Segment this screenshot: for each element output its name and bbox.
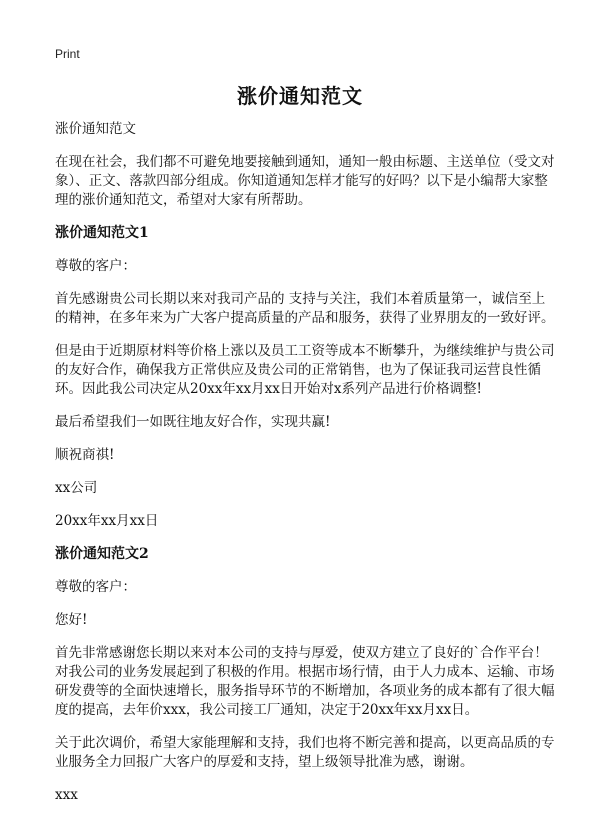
salutation-1: 尊敬的客户： [55, 258, 136, 274]
date-signature: 20xx年xx月xx日 [55, 513, 159, 529]
article-subtitle: 涨价通知范文 [55, 121, 136, 137]
section-heading-2: 涨价通知范文2 [55, 546, 149, 562]
print-link[interactable]: Print [55, 47, 80, 61]
section1-paragraph-2: 但是由于近期原材料等价格上涨以及员工工资等成本不断攀升，为继续维护与贵公司的友好合作，确保我方正常供应及贵公司的正常销售，也为了保证我司运营良性循环。因此我公司决定从20xx年xx月xx日开始对x系列产品进行价格调整! [55, 343, 555, 397]
salutation-2: 尊敬的客户： [55, 579, 136, 595]
section2-paragraph-1: 首先非常感谢您长期以来对本公司的支持与厚爱，使双方建立了良好的`合作平台！对我公司的业务发展起到了积极的作用。根据市场行情，由于人力成本、运输、市场研发费等的全面快速增长，服务指导环节的不断增加，各项业务的成本都有了很大幅度的提高，去年价xxx，我公司接工厂通知，决定于20xx年xx月xx日。 [55, 645, 555, 718]
company-signature: xx公司 [55, 480, 98, 496]
greeting-2: 您好! [55, 612, 88, 628]
article-body [55, 120, 555, 819]
section2-paragraph-2: 关于此次调价，希望大家能理解和支持，我们也将不断完善和提高，以更高品质的专业服务全力回报广大客户的厚爱和支持，望上级领导批准为感，谢谢。 [55, 735, 555, 770]
section1-paragraph-3: 最后希望我们一如既往地友好合作，实现共赢! [55, 414, 331, 430]
signature-2: xxx [55, 787, 78, 803]
closing-1: 顺祝商祺! [55, 447, 115, 463]
section1-paragraph-1: 首先感谢贵公司长期以来对我司产品的 支持与关注，我们本着质量第一，诚信至上的精神，在多年来为广大客户提高质量的产品和服务，获得了业界朋友的一致好评。 [55, 291, 555, 326]
section-heading-1: 涨价通知范文1 [55, 225, 149, 241]
page-title: 涨价通知范文 [237, 84, 363, 108]
intro-paragraph: 在现在社会，我们都不可避免地要接触到通知，通知一般由标题、主送单位（受文对象）、正文、落款四部分组成。你知道通知怎样才能写的好吗？以下是小编帮大家整理的涨价通知范文，希望对大家有所帮助。 [55, 154, 555, 208]
